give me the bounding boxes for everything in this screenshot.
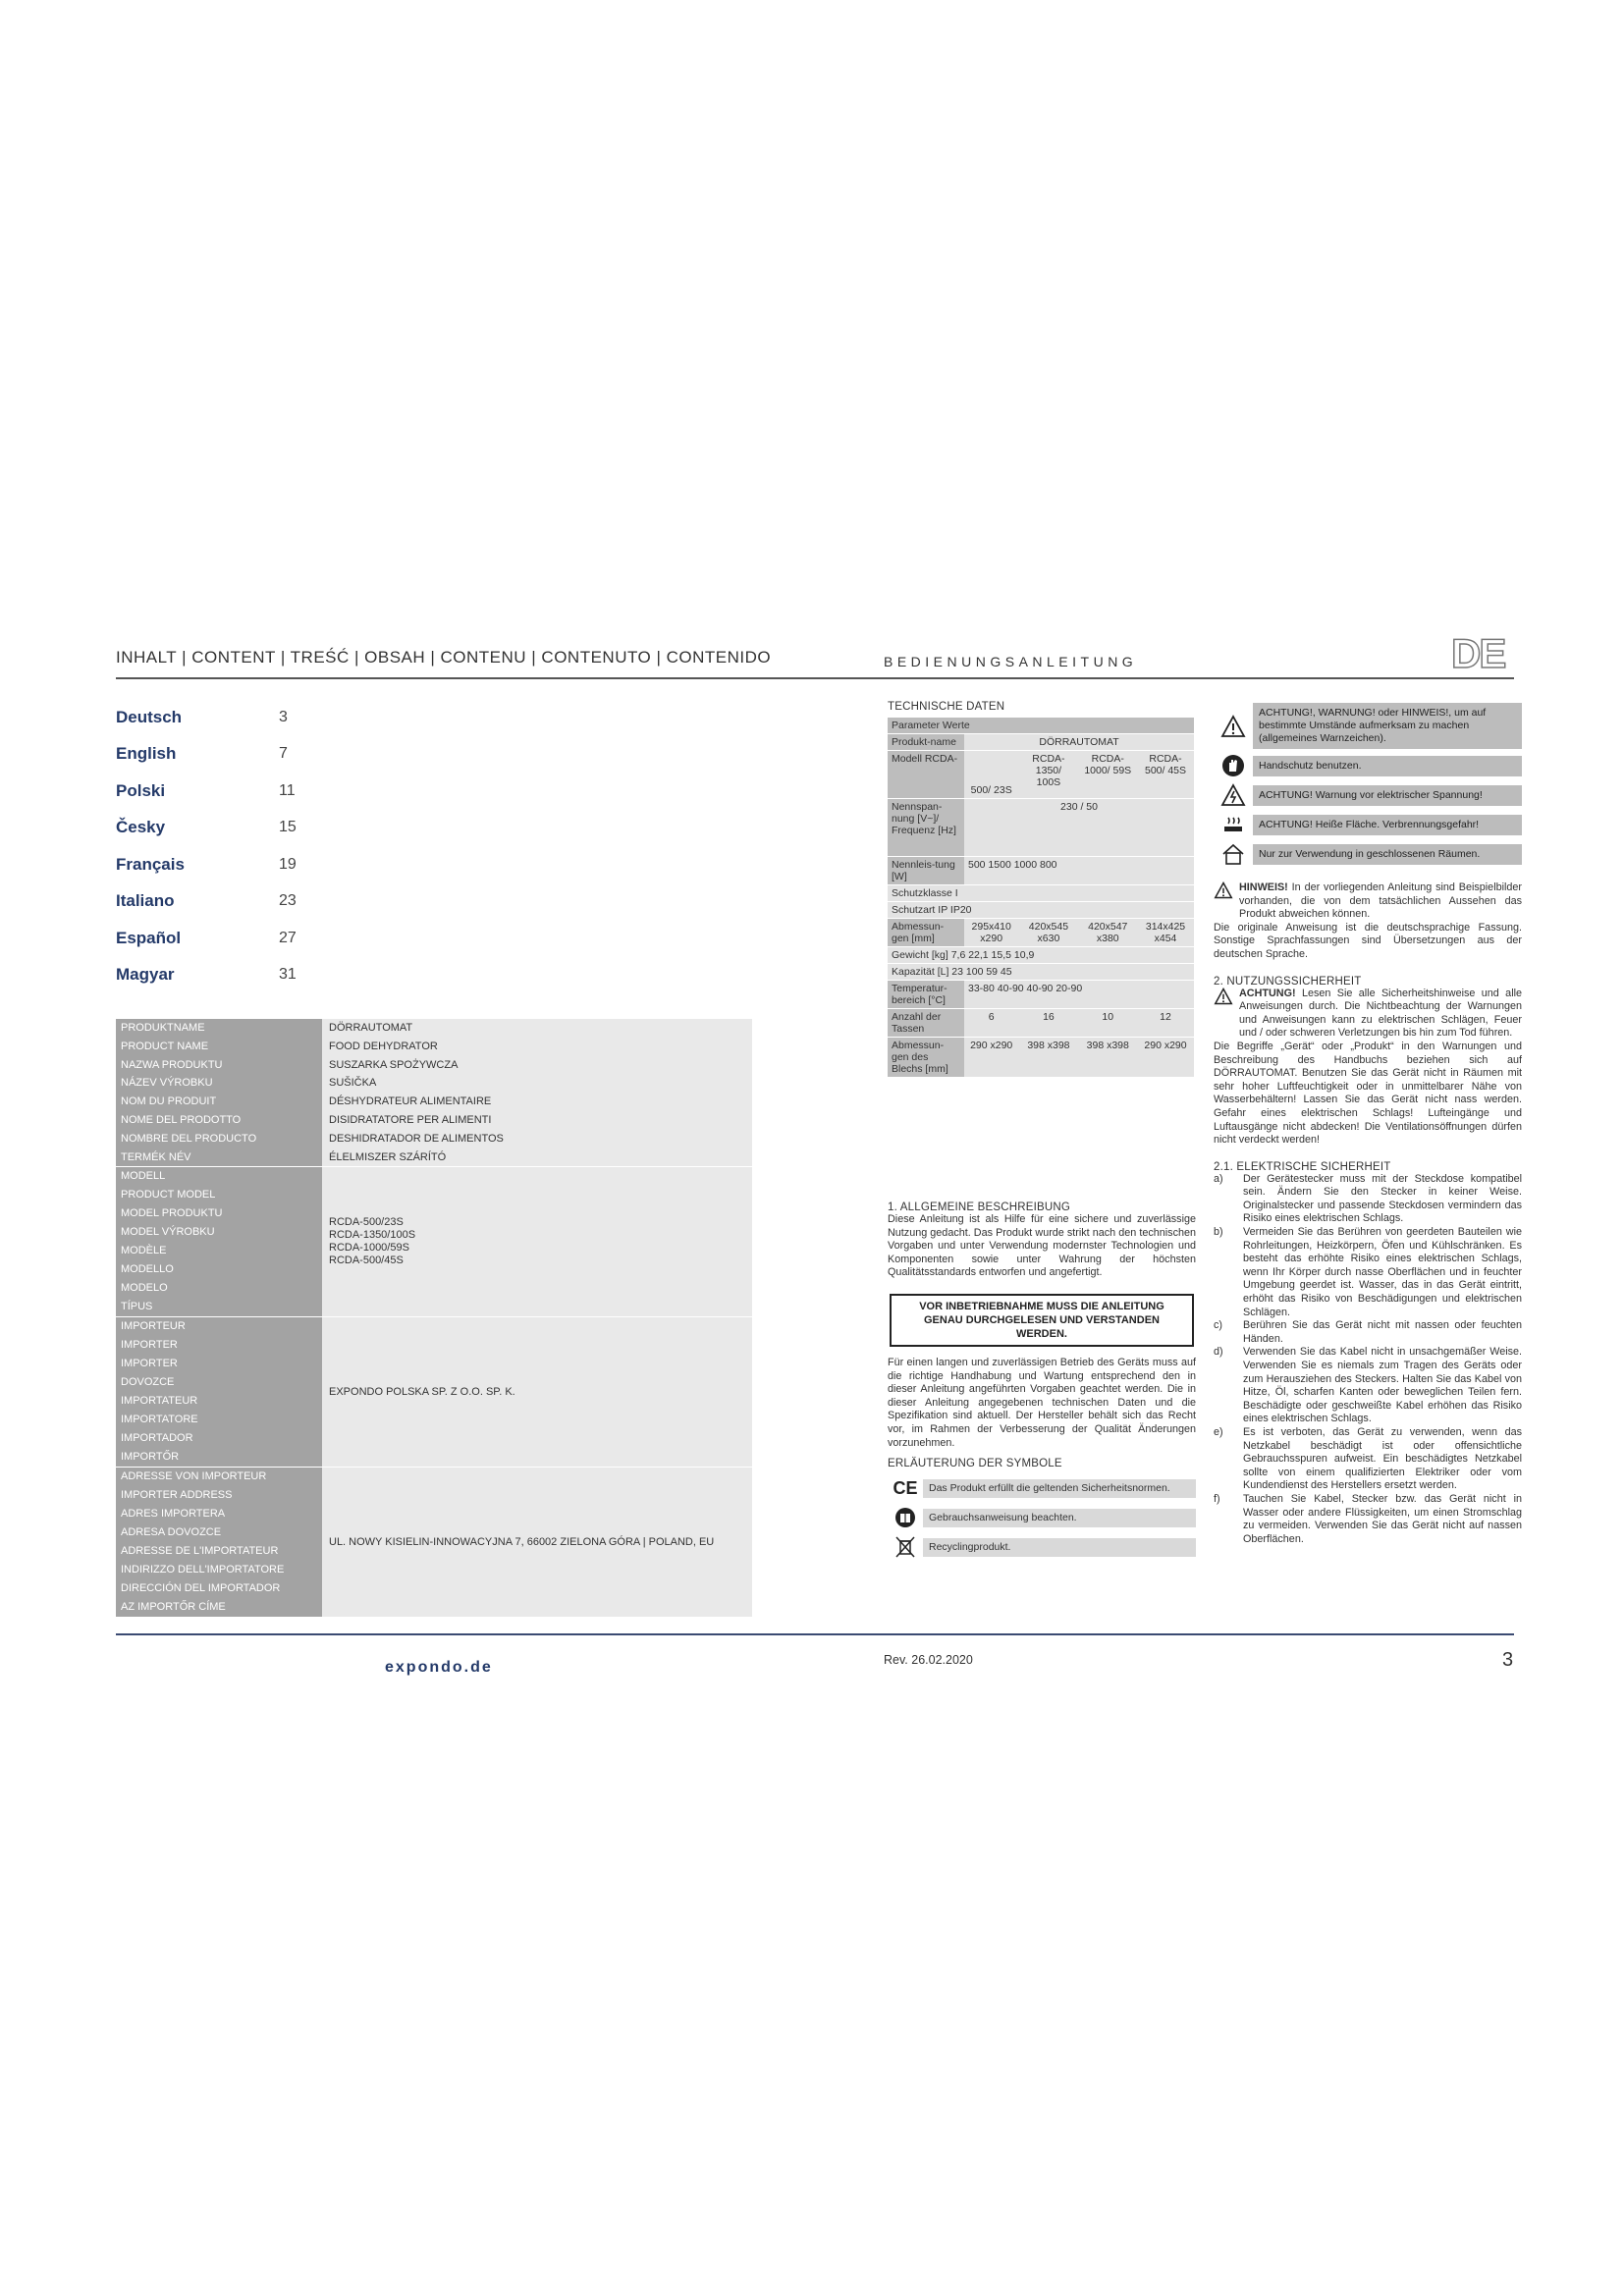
product-name-label: PRODUCT NAME xyxy=(116,1038,322,1056)
list-item: a) Der Gerätestecker muss mit der Steckdose kompatibel sein. Ändern Sie den Stecker in keiner Weise. Originalstecker und passende Steckdosen vermindern das Risiko eines elektrischen Schlags. xyxy=(1214,1172,1522,1225)
toc-language: English xyxy=(116,744,177,764)
symbol-row xyxy=(1214,841,1522,867)
hinweis-note xyxy=(1214,881,1522,922)
tech-dims: 420x545 x630 xyxy=(1018,919,1078,946)
tech-sheet: 290 x290 xyxy=(1137,1038,1194,1077)
product-name-value: ÉLELMISZER SZÁRÍTÓ xyxy=(322,1148,752,1167)
footer-website-link[interactable]: expondo.de xyxy=(385,1659,493,1676)
footer-rule xyxy=(116,1633,1514,1635)
symbol-row xyxy=(1214,782,1522,808)
product-name-value: DÖRRAUTOMAT xyxy=(322,1019,752,1038)
original-language-note: Die originale Anweisung ist die deutschsprachige Fassung. Sonstige Sprachfassungen sind Übersetzungen aus der deutschen Sprache. xyxy=(1214,921,1522,960)
toc-page: 31 xyxy=(279,966,297,984)
list-item: e) Es ist verboten, das Gerät zu verwenden, wenn das Netzkabel beschädigt ist oder offensichtliche Gebrauchsspuren aufweist. Ein beschädigtes Netzkabel sollte von einem qualifizierten Elektriker oder vom Kundendienst des Herstellers ersetzt werden. xyxy=(1214,1425,1522,1492)
toc-entry[interactable] xyxy=(116,773,352,810)
tech-model-label: Modell RCDA- xyxy=(888,751,964,798)
tech-trays: 16 xyxy=(1018,1009,1078,1037)
list-item: d) Verwenden Sie das Kabel nicht in unsachgemäßer Weise. Verwenden Sie es niemals zum Tragen des Geräts oder zum Herausziehen des Steckers. Halten Sie das Kabel von Hitze, Öl, scharfen Kanten oder beweglichen Teilen fern. Beschädigte oder geschweißte Kabel erhöhen das Risiko eines elektrischen Schlags. xyxy=(1214,1346,1522,1425)
toc-entry[interactable] xyxy=(116,883,352,921)
symbol-text: Handschutz benutzen. xyxy=(1253,756,1522,776)
tech-capacity: Kapazität [L] 23 100 59 45 xyxy=(888,964,1194,980)
product-name-value: FOOD DEHYDRATOR xyxy=(322,1038,752,1056)
model-labels: MODELL PRODUCT MODEL MODEL PRODUKTU MODEL VÝROBKU MODÈLE MODELLO MODELO TÍPUS xyxy=(116,1167,322,1316)
general-paragraph: Diese Anleitung ist als Hilfe für eine sichere und zuverlässige Nutzung gedacht. Das Produkt wurde strikt nach den technischen Vorgaben und unter Verwendung modernster Technologien und Komponenten sowie unter Wahrung der höchsten Qualitätsstandards entworfen und angefertigt. xyxy=(888,1213,1196,1279)
tech-model: RCDA-1000/ 59S xyxy=(1079,751,1138,798)
product-name-label: NÁZEV VÝROBKU xyxy=(116,1074,322,1093)
ce-mark-icon: CE xyxy=(893,1477,918,1498)
product-name-label: NOMBRE DEL PRODUCTO xyxy=(116,1130,322,1148)
hinweis-label: HINWEIS! xyxy=(1239,881,1288,893)
general-title: 1. ALLGEMEINE BESCHREIBUNG xyxy=(888,1201,1071,1213)
product-name-value: SUŠIČKA xyxy=(322,1074,752,1093)
symbol-text: ACHTUNG!, WARNUNG! oder HINWEIS!, um auf bestimmte Umstände aufmerksam zu machen (allgemeines Warnzeichen). xyxy=(1253,703,1522,749)
tech-temp-value: 33-80 40-90 40-90 20-90 xyxy=(964,981,1194,1008)
symbol-row xyxy=(1214,812,1522,837)
achtung-note xyxy=(1214,988,1522,1041)
general-paragraph-2: Für einen langen und zuverlässigen Betrieb des Geräts muss auf die richtige Handhabung und Wartung entsprechend den in dieser Anleitung angeführten Vorgaben geachtet werden. Die in dieser Anleitung angegebenen technischen Daten und die Spezifikation sind aktuell. Der Hersteller behält sich das Recht vor, im Rahmen der Verbesserung der Qualität Änderungen vorzunehmen. xyxy=(888,1356,1196,1449)
tech-param-header: Parameter Werte xyxy=(888,718,1194,733)
hot-surface-icon xyxy=(1214,812,1253,837)
tech-trays: 6 xyxy=(964,1009,1018,1037)
toc-page: 3 xyxy=(279,708,288,725)
tech-sheet: 398 x398 xyxy=(1079,1038,1138,1077)
importer-value: EXPONDO POLSKA SP. Z O.O. SP. K. xyxy=(322,1317,752,1467)
toc-entry[interactable] xyxy=(116,810,352,847)
toc-page: 19 xyxy=(279,855,297,873)
page-number: 3 xyxy=(1502,1649,1514,1671)
product-name-label: NAZWA PRODUKTU xyxy=(116,1056,322,1075)
tech-sheet-label: Abmessun-gen des Blechs [mm] xyxy=(888,1038,964,1077)
symbol-row xyxy=(888,1505,1196,1530)
read-manual-warning: VOR INBETRIEBNAHME MUSS DIE ANLEITUNG GENAU DURCHGELESEN UND VERSTANDEN WERDEN. xyxy=(890,1294,1194,1347)
toc-entry[interactable] xyxy=(116,699,352,736)
toc-page: 11 xyxy=(279,781,296,799)
electric-warning-icon xyxy=(1214,782,1253,808)
product-name-label: NOME DEL PRODOTTO xyxy=(116,1111,322,1130)
product-name-label: PRODUKTNAME xyxy=(116,1019,322,1038)
toc-language: Deutsch xyxy=(116,707,183,726)
tech-trays: 10 xyxy=(1079,1009,1138,1037)
toc-page: 27 xyxy=(279,929,297,946)
tech-dims: 295x410 x290 xyxy=(964,919,1018,946)
toc-entry[interactable] xyxy=(116,736,352,774)
tech-product-value: DÖRRAUTOMAT xyxy=(964,734,1194,750)
tech-data-title: TECHNISCHE DATEN xyxy=(888,701,1005,713)
symbol-text: Recyclingprodukt. xyxy=(923,1538,1196,1557)
tech-dims: 314x425 x454 xyxy=(1137,919,1194,946)
list-item: f) Tauchen Sie Kabel, Stecker bzw. das Gerät nicht in Wasser oder andere Flüssigkeiten, um einen Stromschlag zu vermeiden. Verwenden Sie das Gerät nicht auf nassen Oberflächen. xyxy=(1214,1492,1522,1545)
product-identification-table xyxy=(116,1019,752,1617)
tech-dims: 420x547 x380 xyxy=(1079,919,1138,946)
toc-entry[interactable] xyxy=(116,957,352,994)
toc-language: Français xyxy=(116,854,185,874)
product-name-label: TERMÉK NÉV xyxy=(116,1148,322,1167)
warning-triangle-icon xyxy=(1214,881,1239,922)
symbol-text: ACHTUNG! Heiße Fläche. Verbrennungsgefahr! xyxy=(1253,815,1522,835)
header-rule xyxy=(116,677,1514,679)
symbol-row xyxy=(888,1475,1196,1501)
achtung-label: ACHTUNG! xyxy=(1239,987,1296,999)
product-name-value: DÉSHYDRATEUR ALIMENTAIRE xyxy=(322,1093,752,1111)
toc-language: Magyar xyxy=(116,965,175,985)
tech-voltage-value: 230 / 50 xyxy=(964,799,1194,856)
product-name-value: DESHIDRATADOR DE ALIMENTOS xyxy=(322,1130,752,1148)
glove-icon xyxy=(1214,753,1253,778)
tech-ip-label: Schutzart IP IP20 xyxy=(888,902,1194,918)
tech-sheet: 398 x398 xyxy=(1018,1038,1078,1077)
toc-language: Polski xyxy=(116,780,166,800)
tech-power-value: 500 1500 1000 800 xyxy=(964,857,1194,884)
toc-page: 15 xyxy=(279,819,297,836)
tech-product-label: Produkt-name xyxy=(888,734,964,750)
address-value: UL. NOWY KISIELIN-INNOWACYJNA 7, 66002 ZIELONA GÓRA | POLAND, EU xyxy=(322,1468,752,1617)
symbols-title: ERLÄUTERUNG DER SYMBOLE xyxy=(888,1458,1062,1470)
toc-entry[interactable] xyxy=(116,920,352,957)
model-values: RCDA-500/23S RCDA-1350/100S RCDA-1000/59S RCDA-500/45S xyxy=(322,1167,752,1316)
read-manual-icon xyxy=(888,1505,923,1530)
toc-page: 23 xyxy=(279,892,297,910)
crossed-bin-icon xyxy=(888,1534,923,1560)
safety-title: 2. NUTZUNGSSICHERHEIT xyxy=(1214,975,1362,988)
importer-labels: IMPORTEUR IMPORTER IMPORTER DOVOZCE IMPORTATEUR IMPORTATORE IMPORTADOR IMPORTŐR xyxy=(116,1317,322,1467)
indoor-use-icon xyxy=(1214,841,1253,867)
tech-model: 500/ 23S xyxy=(964,751,1018,798)
table-of-contents xyxy=(116,699,352,993)
tech-trays-label: Anzahl der Tassen xyxy=(888,1009,964,1037)
symbol-text: Nur zur Verwendung in geschlossenen Räumen. xyxy=(1253,844,1522,865)
toc-entry[interactable] xyxy=(116,846,352,883)
safety-paragraph: Die Begriffe „Gerät“ oder „Produkt“ in den Warnungen und Beschreibung des Handbuchs beziehen sich auf DÖRRAUTOMAT. Benutzen Sie das Gerät nicht in Räumen mit sehr hoher Luftfeuchtigkeit oder in unmittelbarer Nähe von Wasserbehältern! Lassen Sie das Gerät nicht nass werden. Gefahr eines elektrischen Schlags! Lufteingänge und Luftausgänge nicht abdecken! Die Ventilationsöffnungen dürfen nicht verdeckt werden! xyxy=(1214,1040,1522,1147)
toc-language: Česky xyxy=(116,818,166,837)
tech-data-table xyxy=(888,718,1194,1077)
tech-model: RCDA-500/ 45S xyxy=(1137,751,1194,798)
symbol-row xyxy=(888,1534,1196,1560)
toc-language: Italiano xyxy=(116,891,175,911)
symbol-text: Das Produkt erfüllt die geltenden Sicherheitsnormen. xyxy=(923,1479,1196,1498)
tech-sheet: 290 x290 xyxy=(964,1038,1018,1077)
general-section xyxy=(888,1201,1196,1564)
safety-section xyxy=(1214,881,1522,1546)
electrical-safety-title: 2.1. ELEKTRISCHE SICHERHEIT xyxy=(1214,1160,1391,1173)
symbol-text: ACHTUNG! Warnung vor elektrischer Spannung! xyxy=(1253,785,1522,806)
warning-triangle-icon xyxy=(1214,988,1239,1041)
tech-temp-label: Temperatur-bereich [°C] xyxy=(888,981,964,1008)
warning-triangle-icon xyxy=(1214,714,1253,739)
address-labels: ADRESSE VON IMPORTEUR IMPORTER ADDRESS ADRES IMPORTERA ADRESA DOVOZCE ADRESSE DE L'IMPORTATEUR INDIRIZZO DELL'IMPORTATORE DIRECCIÓN DEL IMPORTADOR AZ IMPORTŐR CÍME xyxy=(116,1468,322,1617)
product-name-label: NOM DU PRODUIT xyxy=(116,1093,322,1111)
tech-weight: Gewicht [kg] 7,6 22,1 15,5 10,9 xyxy=(888,947,1194,963)
achtung-text: Lesen Sie alle Sicherheitshinweise und alle Anweisungen durch. Die Nichtbeachtung der Warnungen und Anweisungen kann zu elektrischen Schlägen, Feuer und / oder schweren Verletzungen bis hin zum Tod führen. xyxy=(1239,987,1522,1040)
tech-trays: 12 xyxy=(1137,1009,1194,1037)
symbol-text: Gebrauchsanweisung beachten. xyxy=(923,1509,1196,1527)
toc-page: 7 xyxy=(279,745,288,763)
tech-class-label: Schutzklasse I xyxy=(888,885,1194,901)
language-code: DE xyxy=(1451,630,1505,676)
symbol-row xyxy=(1214,703,1522,749)
tech-power-label: Nennleis-tung [W] xyxy=(888,857,964,884)
toc-language: Español xyxy=(116,928,182,947)
list-item: c) Berühren Sie das Gerät nicht mit nassen oder feuchten Händen. xyxy=(1214,1319,1522,1345)
list-item: b) Vermeiden Sie das Berühren von geerdeten Bauteilen wie Rohrleitungen, Heizkörpern, Öfen und Kühlschränken. Es besteht das erhöhte Risiko eines elektrischen Schlags, wenn Ihr Körper durch nasse Oberflächen und in feuchter Umgebung geerdet ist. Wasser, das in das Gerät eintritt, erhöht das Risiko von Beschädigungen und elektrischen Schlägen. xyxy=(1214,1226,1522,1318)
tech-dims-label: Abmessun-gen [mm] xyxy=(888,919,964,946)
symbol-row xyxy=(1214,753,1522,778)
product-name-value: DISIDRATATORE PER ALIMENTI xyxy=(322,1111,752,1130)
tech-model: RCDA-1350/ 100S xyxy=(1018,751,1078,798)
tech-voltage-label: Nennspan-nung [V~]/ Frequenz [Hz] xyxy=(888,799,964,856)
footer-revision: Rev. 26.02.2020 xyxy=(884,1653,973,1667)
hinweis-text: In der vorliegenden Anleitung sind Beispielbilder vorhanden, die von dem tatsächlichen Aussehen das Produkt abweichen können. xyxy=(1239,881,1522,921)
toc-title: INHALT | CONTENT | TREŚĆ | OBSAH | CONTENU | CONTENUTO | CONTENIDO xyxy=(116,648,772,667)
product-name-value: SUSZARKA SPOŻYWCZA xyxy=(322,1056,752,1075)
manual-title: BEDIENUNGSANLEITUNG xyxy=(884,654,1138,669)
warning-symbols xyxy=(1214,703,1522,871)
